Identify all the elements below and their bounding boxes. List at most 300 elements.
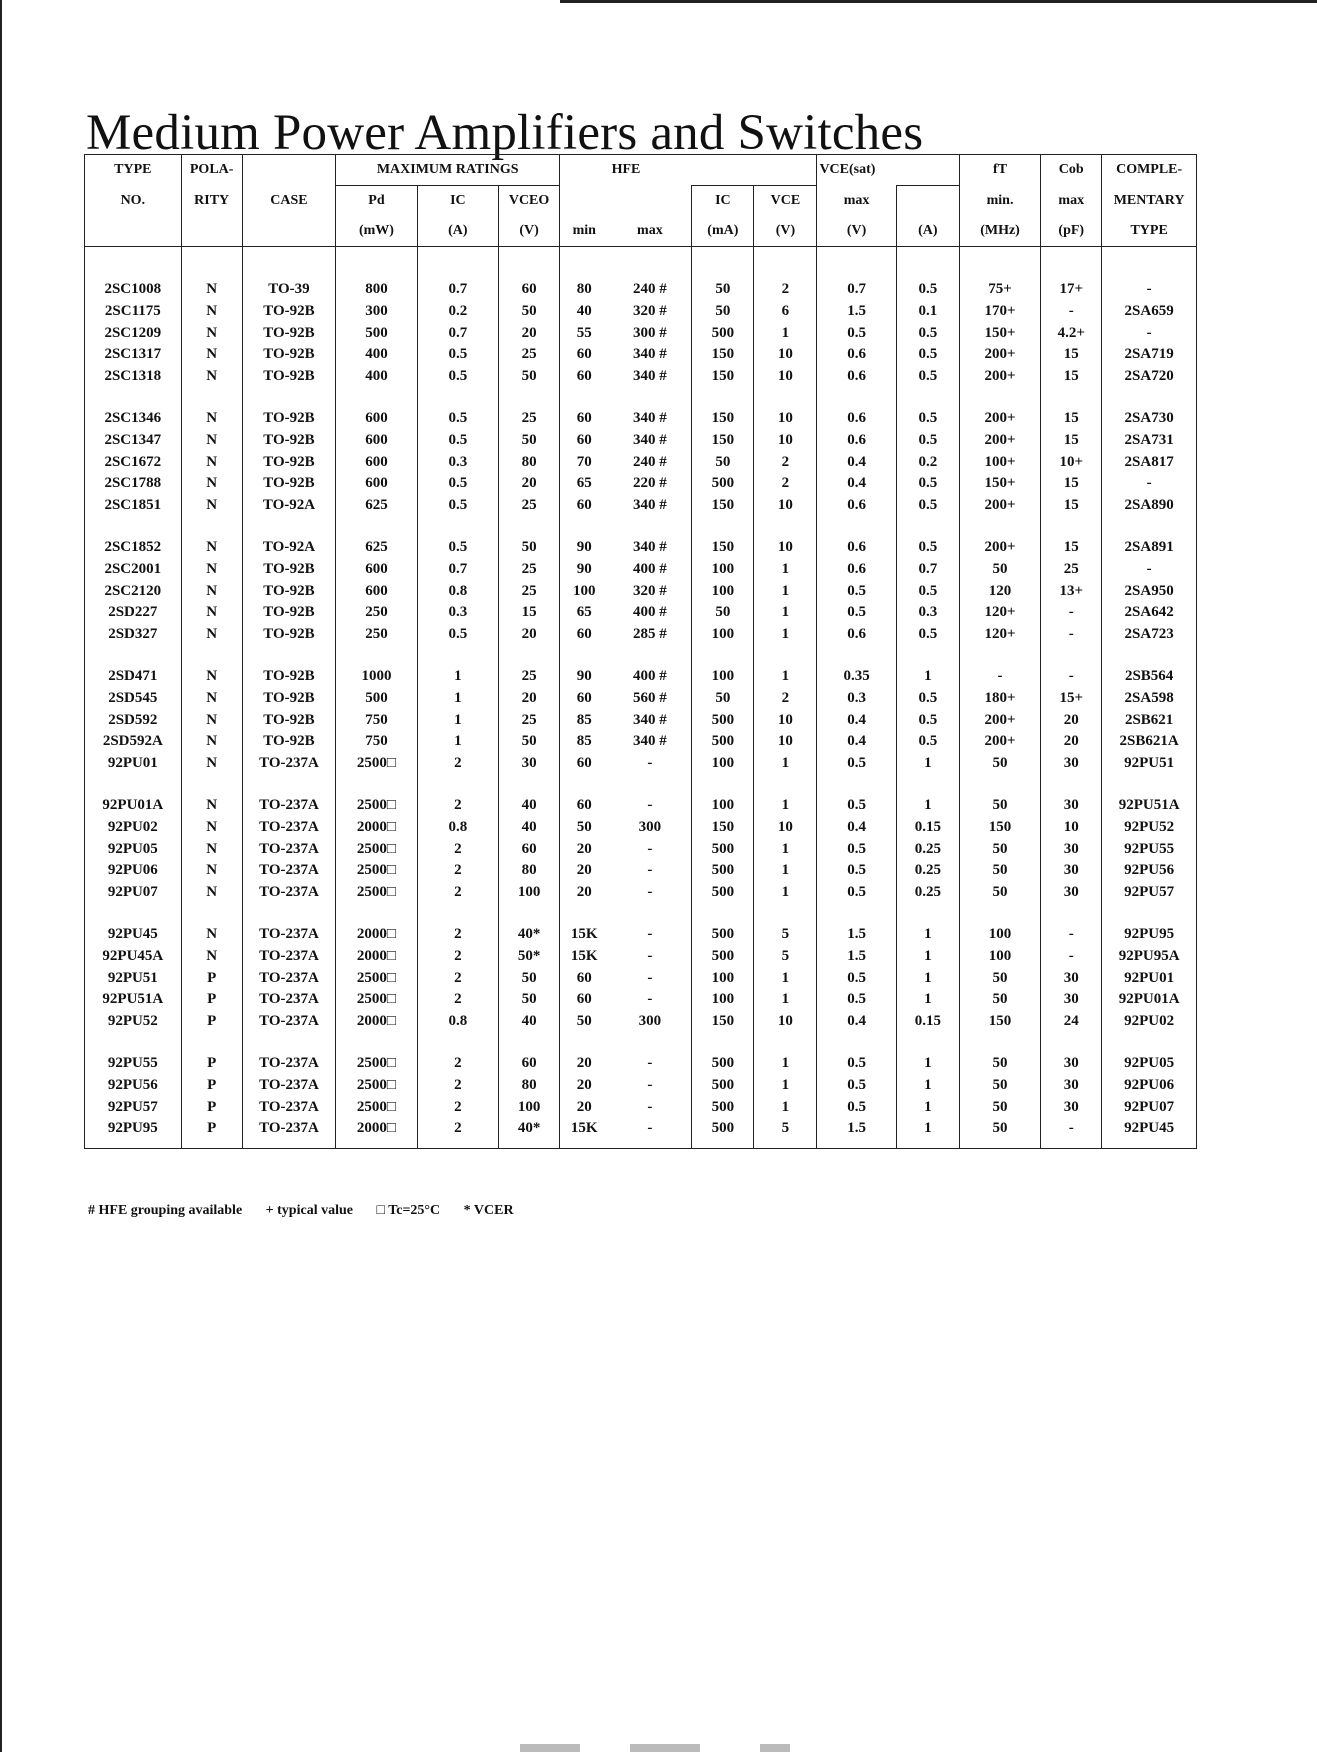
cell-case: TO-237A xyxy=(242,924,336,946)
cell-vcesat-a: 0.15 xyxy=(896,817,959,839)
cell-vcesat-max: 0.5 xyxy=(817,1053,896,1075)
cell-ic: 0.7 xyxy=(417,559,498,581)
cell-ic: 0.7 xyxy=(417,279,498,301)
cell-complementary-type: 2SA720 xyxy=(1102,366,1197,388)
cell-vcesat-a: 0.5 xyxy=(896,731,959,753)
cell-ft-min: - xyxy=(959,666,1040,688)
cell-case: TO-92B xyxy=(242,666,336,688)
cell-ic: 2 xyxy=(417,795,498,817)
cell-cob-max: - xyxy=(1041,924,1102,946)
cell-hfe-vce: 1 xyxy=(781,604,790,621)
cell-type-no: 2SD471 xyxy=(85,666,182,688)
cell-hfe-max: 285 # xyxy=(608,624,691,646)
cell-case: TO-237A xyxy=(242,860,336,882)
cell-pd: 600 xyxy=(336,452,417,474)
table-row xyxy=(85,602,1197,624)
cell-vcesat-a: 0.5 xyxy=(896,624,959,646)
cell-vceo: 40 xyxy=(499,817,560,839)
cell-type-no: 2SD545 xyxy=(85,688,182,710)
cell-vcesat-a: 0.25 xyxy=(896,839,959,861)
cell-hfe-min: 100 xyxy=(572,582,596,599)
cell-complementary-type: 2SA723 xyxy=(1102,624,1197,646)
cell-hfe-vce: 10 xyxy=(777,409,793,426)
cell-pd: 250 xyxy=(336,624,417,646)
cell-complementary-type: 92PU51 xyxy=(1102,753,1197,775)
cell-vcesat-max: 1.5 xyxy=(817,1118,896,1140)
cell-hfe-min: 65 xyxy=(576,475,592,492)
cell-vceo: 20 xyxy=(499,473,560,495)
cell-hfe-ic: 50 xyxy=(692,301,754,323)
cell-type-no: 2SC1318 xyxy=(85,366,182,388)
table-row xyxy=(85,989,1197,1011)
table-row xyxy=(85,452,1197,474)
cell-cob-max: 15+ xyxy=(1041,688,1102,710)
header-hfe-cond xyxy=(692,155,817,186)
header-vcesat-unit: (V) xyxy=(817,216,896,247)
cell-ft-min: 50 xyxy=(959,1053,1040,1075)
cell-complementary-type: 2SA950 xyxy=(1102,581,1197,603)
table-row xyxy=(85,968,1197,990)
cell-vceo: 25 xyxy=(499,710,560,732)
cell-hfe-ic: 150 xyxy=(692,1011,754,1033)
cell-vcesat-a: 0.5 xyxy=(896,366,959,388)
cell-hfe-ic: 500 xyxy=(692,1097,754,1119)
cell-pd: 2000□ xyxy=(336,924,417,946)
cell-type-no: 2SD327 xyxy=(85,624,182,646)
cell-cob-max: 13+ xyxy=(1041,581,1102,603)
cell-vceo: 30 xyxy=(499,753,560,775)
cell-ic: 2 xyxy=(417,989,498,1011)
cell-pd: 2000□ xyxy=(336,817,417,839)
cell-type-no: 92PU56 xyxy=(85,1075,182,1097)
cell-hfe-max: - xyxy=(608,839,691,861)
cell-pd: 300 xyxy=(336,301,417,323)
table-row xyxy=(85,882,1197,904)
cell-polarity: N xyxy=(181,473,242,495)
cell-type-no: 2SC2001 xyxy=(85,559,182,581)
cell-complementary-type: 92PU95 xyxy=(1102,924,1197,946)
cell-vcesat-a: 0.5 xyxy=(896,408,959,430)
cell-hfe-ic: 500 xyxy=(692,473,754,495)
cell-hfe-max: 240 # xyxy=(608,452,691,474)
cell-polarity: N xyxy=(181,581,242,603)
cell-pd: 800 xyxy=(336,279,417,301)
cell-cob-max: 15 xyxy=(1041,344,1102,366)
page-left-border xyxy=(0,0,2,1752)
header-no: NO. xyxy=(85,186,182,217)
cell-cob-max: 30 xyxy=(1041,1075,1102,1097)
cell-vceo: 50* xyxy=(499,946,560,968)
cell-ft-min: 50 xyxy=(959,795,1040,817)
cell-hfe-min: 60 xyxy=(576,626,592,643)
header-vceo-unit: (V) xyxy=(499,216,560,247)
cell-hfe-vce: 1 xyxy=(781,1054,790,1071)
table-row xyxy=(85,924,1197,946)
cell-hfe-ic: 500 xyxy=(692,1118,754,1140)
cell-case: TO-237A xyxy=(242,1097,336,1119)
cell-case: TO-237A xyxy=(242,989,336,1011)
cell-vcesat-max: 0.5 xyxy=(817,602,896,624)
page-edge-fragment xyxy=(520,1740,820,1752)
group-gap xyxy=(85,388,1197,408)
cell-hfe-max: 340 # xyxy=(608,495,691,517)
cell-hfe-vce: 1 xyxy=(781,667,790,684)
cell-hfe-vce: 2 xyxy=(781,689,790,706)
cell-type-no: 2SC1672 xyxy=(85,452,182,474)
cell-hfe-min: 20 xyxy=(576,862,592,879)
cell-ic: 2 xyxy=(417,1053,498,1075)
cell-hfe-min: 60 xyxy=(576,431,592,448)
cell-pd: 750 xyxy=(336,731,417,753)
cell-ic: 0.5 xyxy=(417,344,498,366)
cell-hfe-min: 50 xyxy=(576,818,592,835)
cell-pd: 2500□ xyxy=(336,839,417,861)
cell-hfe-ic: 500 xyxy=(692,1075,754,1097)
cell-hfe-vce: 1 xyxy=(781,840,790,857)
cell-vceo: 50 xyxy=(499,366,560,388)
cell-polarity: N xyxy=(181,624,242,646)
cell-ic: 0.5 xyxy=(417,366,498,388)
cell-hfe-vce: 10 xyxy=(777,818,793,835)
cell-ic: 2 xyxy=(417,924,498,946)
cell-ft-min: 200+ xyxy=(959,408,1040,430)
footnote-vcer: * VCER xyxy=(463,1203,514,1218)
cell-hfe-vce: 1 xyxy=(781,560,790,577)
footnote-tc: □ Tc=25°C xyxy=(376,1203,441,1218)
cell-pd: 1000 xyxy=(336,666,417,688)
cell-case: TO-92B xyxy=(242,602,336,624)
cell-vcesat-max: 0.5 xyxy=(817,753,896,775)
cell-cob-max: - xyxy=(1041,666,1102,688)
cell-vceo: 25 xyxy=(499,408,560,430)
cell-case: TO-92B xyxy=(242,731,336,753)
cell-vceo: 100 xyxy=(499,1097,560,1119)
cell-cob-max: 15 xyxy=(1041,430,1102,452)
cell-hfe-max: 300 # xyxy=(608,323,691,345)
cell-ft-min: 50 xyxy=(959,989,1040,1011)
cell-hfe-vce: 10 xyxy=(777,538,793,555)
cell-hfe-min: 65 xyxy=(576,604,592,621)
header-vcesat: VCE(sat) xyxy=(817,155,959,186)
cell-hfe-vce: 1 xyxy=(781,755,790,772)
cell-hfe-vce: 1 xyxy=(781,969,790,986)
cell-hfe-min: 80 xyxy=(576,281,592,297)
cell-hfe-min: 60 xyxy=(576,368,592,385)
cell-pd: 2500□ xyxy=(336,860,417,882)
cell-polarity: N xyxy=(181,666,242,688)
cell-pd: 625 xyxy=(336,495,417,517)
cell-complementary-type: 2SA659 xyxy=(1102,301,1197,323)
cell-hfe-min: 85 xyxy=(576,733,592,750)
cell-ft-min: 150+ xyxy=(959,323,1040,345)
cell-case: TO-92B xyxy=(242,452,336,474)
cell-cob-max: 30 xyxy=(1041,968,1102,990)
cell-hfe-ic: 100 xyxy=(692,666,754,688)
cell-vceo: 50 xyxy=(499,731,560,753)
table-row xyxy=(85,753,1197,775)
cell-type-no: 2SD227 xyxy=(85,602,182,624)
cell-ft-min: 100 xyxy=(959,946,1040,968)
table-row xyxy=(85,731,1197,753)
table-row xyxy=(85,279,1197,301)
cell-hfe-vce: 10 xyxy=(777,431,793,448)
cell-pd: 600 xyxy=(336,473,417,495)
header-ic-unit: (A) xyxy=(417,216,498,247)
cell-pd: 600 xyxy=(336,408,417,430)
cell-hfe-min: 60 xyxy=(576,796,592,813)
cell-ft-min: 200+ xyxy=(959,366,1040,388)
cell-vcesat-a: 0.5 xyxy=(896,710,959,732)
cell-case: TO-237A xyxy=(242,795,336,817)
cell-vceo: 100 xyxy=(499,882,560,904)
cell-hfe-vce: 1 xyxy=(781,991,790,1008)
header-ic: IC xyxy=(417,186,498,217)
cell-ft-min: 50 xyxy=(959,968,1040,990)
cell-cob-max: 30 xyxy=(1041,860,1102,882)
cell-type-no: 92PU07 xyxy=(85,882,182,904)
cell-complementary-type: 92PU45 xyxy=(1102,1118,1197,1140)
cell-pd: 2500□ xyxy=(336,753,417,775)
cell-case: TO-237A xyxy=(242,1075,336,1097)
table-row xyxy=(85,860,1197,882)
cell-vceo: 40 xyxy=(499,1011,560,1033)
cell-cob-max: 15 xyxy=(1041,473,1102,495)
cell-ft-min: 170+ xyxy=(959,301,1040,323)
cell-case: TO-92B xyxy=(242,688,336,710)
cell-case: TO-237A xyxy=(242,968,336,990)
cell-case: TO-92B xyxy=(242,710,336,732)
cell-vceo: 20 xyxy=(499,624,560,646)
cell-ic: 2 xyxy=(417,968,498,990)
cell-vcesat-max: 1.5 xyxy=(817,301,896,323)
cell-hfe-ic: 50 xyxy=(692,602,754,624)
cell-vceo: 50 xyxy=(499,537,560,559)
cell-case: TO-92B xyxy=(242,323,336,345)
cell-case: TO-237A xyxy=(242,753,336,775)
cell-hfe-ic: 50 xyxy=(692,688,754,710)
cell-vceo: 25 xyxy=(499,344,560,366)
cell-hfe-vce: 1 xyxy=(781,796,790,813)
cell-hfe-vce: 1 xyxy=(781,582,790,599)
cell-type-no: 92PU95 xyxy=(85,1118,182,1140)
cell-hfe-max: - xyxy=(608,753,691,775)
cell-vceo: 80 xyxy=(499,452,560,474)
cell-hfe-vce: 10 xyxy=(777,497,793,514)
cell-cob-max: 10 xyxy=(1041,817,1102,839)
cell-polarity: N xyxy=(181,344,242,366)
cell-vcesat-max: 0.5 xyxy=(817,989,896,1011)
cell-vcesat-a: 1 xyxy=(896,666,959,688)
cell-cob-max: 10+ xyxy=(1041,452,1102,474)
table-row xyxy=(85,1097,1197,1119)
cell-hfe-ic: 100 xyxy=(692,581,754,603)
cell-hfe-ic: 150 xyxy=(692,495,754,517)
header-hfe-ic: IC xyxy=(692,186,754,217)
cell-ic: 0.5 xyxy=(417,473,498,495)
table-row xyxy=(85,559,1197,581)
cell-complementary-type: 2SA642 xyxy=(1102,602,1197,624)
cell-polarity: P xyxy=(181,1011,242,1033)
cell-complementary-type: 92PU56 xyxy=(1102,860,1197,882)
group-gap xyxy=(85,646,1197,666)
cell-hfe-vce: 6 xyxy=(781,302,790,319)
cell-ic: 0.3 xyxy=(417,452,498,474)
cell-vceo: 40 xyxy=(499,795,560,817)
cell-hfe-min: 15K xyxy=(570,925,598,942)
cell-ic: 0.3 xyxy=(417,602,498,624)
cell-hfe-max: 340 # xyxy=(608,537,691,559)
cell-vcesat-a: 0.5 xyxy=(896,430,959,452)
cell-ft-min: 50 xyxy=(959,1118,1040,1140)
cell-vcesat-max: 1.5 xyxy=(817,924,896,946)
cell-hfe-max: 320 # xyxy=(608,581,691,603)
cell-complementary-type: 2SB621 xyxy=(1102,710,1197,732)
table-row xyxy=(85,408,1197,430)
cell-type-no: 2SC1175 xyxy=(85,301,182,323)
cell-hfe-vce: 1 xyxy=(781,862,790,879)
page-top-border xyxy=(560,0,1317,3)
cell-cob-max: 15 xyxy=(1041,495,1102,517)
cell-polarity: N xyxy=(181,882,242,904)
cell-hfe-max: 340 # xyxy=(608,731,691,753)
cell-ft-min: 200+ xyxy=(959,430,1040,452)
cell-case: TO-92A xyxy=(242,495,336,517)
table-row xyxy=(85,537,1197,559)
cell-hfe-min: 40 xyxy=(576,302,592,319)
cell-hfe-max: 560 # xyxy=(608,688,691,710)
cell-ft-min: 200+ xyxy=(959,731,1040,753)
cell-polarity: N xyxy=(181,452,242,474)
cell-complementary-type: 2SA817 xyxy=(1102,452,1197,474)
cell-polarity: N xyxy=(181,408,242,430)
table-row xyxy=(85,1075,1197,1097)
table-row xyxy=(85,344,1197,366)
cell-cob-max: - xyxy=(1041,1118,1102,1140)
table-row xyxy=(85,323,1197,345)
cell-hfe-max: 400 # xyxy=(608,666,691,688)
cell-vcesat-a: 0.25 xyxy=(896,882,959,904)
cell-vcesat-max: 0.4 xyxy=(817,1011,896,1033)
group-gap xyxy=(85,247,1197,280)
cell-type-no: 2SD592 xyxy=(85,710,182,732)
cell-vcesat-max: 0.5 xyxy=(817,882,896,904)
cell-case: TO-237A xyxy=(242,946,336,968)
cell-type-no: 92PU45A xyxy=(85,946,182,968)
cell-complementary-type: 92PU01 xyxy=(1102,968,1197,990)
cell-complementary-type: 92PU01A xyxy=(1102,989,1197,1011)
cell-vcesat-a: 0.7 xyxy=(896,559,959,581)
cell-type-no: 2SC1347 xyxy=(85,430,182,452)
cell-hfe-ic: 500 xyxy=(692,860,754,882)
header-hfe-min: min xyxy=(560,216,609,247)
header-hfe-max: max xyxy=(608,216,691,247)
cell-vcesat-max: 0.5 xyxy=(817,968,896,990)
cell-complementary-type: 92PU07 xyxy=(1102,1097,1197,1119)
table-row xyxy=(85,495,1197,517)
cell-vcesat-a: 0.2 xyxy=(896,452,959,474)
table-row xyxy=(85,795,1197,817)
cell-polarity: P xyxy=(181,1097,242,1119)
cell-hfe-min: 60 xyxy=(576,409,592,426)
cell-type-no: 2SC1008 xyxy=(85,279,182,301)
cell-polarity: N xyxy=(181,537,242,559)
cell-vcesat-max: 0.4 xyxy=(817,710,896,732)
cell-hfe-vce: 1 xyxy=(781,626,790,643)
cell-hfe-min: 20 xyxy=(576,1076,592,1093)
cell-case: TO-237A xyxy=(242,1118,336,1140)
cell-cob-max: 15 xyxy=(1041,537,1102,559)
cell-type-no: 2SC1851 xyxy=(85,495,182,517)
cell-ic: 2 xyxy=(417,882,498,904)
cell-vcesat-a: 0.5 xyxy=(896,473,959,495)
cell-vcesat-a: 0.5 xyxy=(896,581,959,603)
cell-complementary-type: 92PU55 xyxy=(1102,839,1197,861)
cell-vcesat-max: 0.5 xyxy=(817,1097,896,1119)
cell-hfe-min: 70 xyxy=(576,453,592,470)
cell-pd: 250 xyxy=(336,602,417,624)
cell-cob-max: - xyxy=(1041,602,1102,624)
cell-hfe-min: 60 xyxy=(576,969,592,986)
cell-polarity: N xyxy=(181,323,242,345)
cell-ft-min: 100 xyxy=(959,924,1040,946)
table-row xyxy=(85,817,1197,839)
cell-vcesat-max: 0.6 xyxy=(817,408,896,430)
cell-ic: 2 xyxy=(417,1118,498,1140)
cell-vceo: 80 xyxy=(499,1075,560,1097)
header-cob-unit: (pF) xyxy=(1041,216,1102,247)
cell-vcesat-max: 0.4 xyxy=(817,817,896,839)
cell-ft-min: 150 xyxy=(959,817,1040,839)
table-body xyxy=(85,247,1197,1149)
cell-hfe-vce: 10 xyxy=(777,346,793,363)
cell-ft-min: 50 xyxy=(959,1075,1040,1097)
cell-vceo: 50 xyxy=(499,430,560,452)
table-header xyxy=(85,155,1197,247)
cell-vcesat-max: 0.5 xyxy=(817,860,896,882)
cell-hfe-min: 90 xyxy=(576,667,592,684)
cell-complementary-type: 92PU06 xyxy=(1102,1075,1197,1097)
cell-vceo: 60 xyxy=(499,1053,560,1075)
cell-type-no: 92PU51 xyxy=(85,968,182,990)
cell-hfe-vce: 5 xyxy=(781,925,790,942)
cell-hfe-ic: 100 xyxy=(692,559,754,581)
cell-pd: 2000□ xyxy=(336,946,417,968)
cell-vceo: 20 xyxy=(499,323,560,345)
cell-hfe-min: 20 xyxy=(576,840,592,857)
cell-ft-min: 200+ xyxy=(959,710,1040,732)
cell-vcesat-max: 0.6 xyxy=(817,495,896,517)
cell-polarity: N xyxy=(181,946,242,968)
footnote-typical: + typical value xyxy=(265,1203,353,1218)
header-cob-max: max xyxy=(1041,186,1102,217)
cell-vcesat-a: 1 xyxy=(896,1118,959,1140)
cell-vcesat-max: 0.3 xyxy=(817,688,896,710)
table-row xyxy=(85,1053,1197,1075)
cell-ft-min: 120 xyxy=(959,581,1040,603)
table-row xyxy=(85,688,1197,710)
header-vcesat-a: (A) xyxy=(896,216,959,247)
cell-vcesat-a: 0.25 xyxy=(896,860,959,882)
cell-pd: 400 xyxy=(336,344,417,366)
cell-ft-min: 200+ xyxy=(959,537,1040,559)
cell-polarity: N xyxy=(181,710,242,732)
table-row xyxy=(85,430,1197,452)
cell-hfe-vce: 10 xyxy=(777,1013,793,1030)
cell-hfe-max: - xyxy=(608,946,691,968)
cell-case: TO-92B xyxy=(242,301,336,323)
cell-hfe-max: - xyxy=(608,1118,691,1140)
cell-ft-min: 180+ xyxy=(959,688,1040,710)
